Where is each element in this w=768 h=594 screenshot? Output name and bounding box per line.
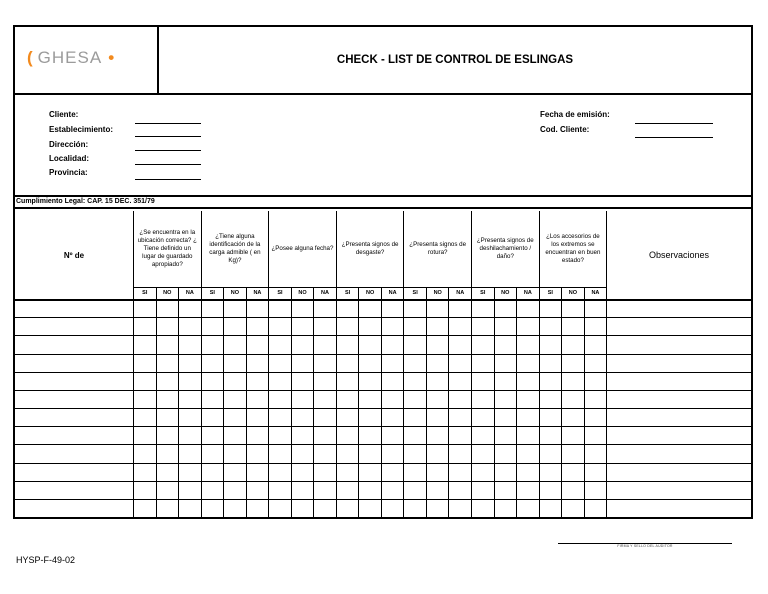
- number-header: Nº de: [63, 250, 85, 260]
- option-label: SI: [547, 290, 553, 296]
- question-header: [15, 211, 751, 301]
- table-row[interactable]: [15, 481, 751, 482]
- table-row[interactable]: [15, 408, 751, 409]
- question-text: ¿Tiene alguna identificación de la carga admible ( en Kg)?: [209, 232, 261, 265]
- question-column: [403, 211, 471, 299]
- locality-field[interactable]: [135, 164, 201, 165]
- option-label: NO: [426, 288, 449, 299]
- form-header: [15, 27, 751, 95]
- client-code-label: Cod. Cliente:: [540, 125, 590, 134]
- establishment-label: Establecimiento:: [49, 125, 114, 134]
- client-label: Cliente:: [49, 110, 79, 119]
- table-row[interactable]: [15, 499, 751, 500]
- question-column: [201, 211, 269, 299]
- option-label: NA: [381, 288, 404, 299]
- question-column: [471, 211, 539, 299]
- checklist-form: [13, 25, 753, 519]
- option-label: NO: [494, 288, 517, 299]
- option-label: NO: [291, 288, 314, 299]
- table-row[interactable]: [15, 335, 751, 336]
- logo-name: GHESA: [37, 48, 103, 67]
- question-text: ¿Presenta signos de deshilachamiento / daño?: [476, 236, 534, 261]
- option-label: NA: [516, 288, 539, 299]
- ghesa-logo: [27, 48, 115, 68]
- table-row[interactable]: [15, 444, 751, 445]
- option-label: NA: [584, 288, 607, 299]
- table-row[interactable]: [15, 317, 751, 318]
- question-column: [268, 211, 336, 299]
- option-label: SI: [480, 290, 486, 296]
- answer-options: [202, 287, 269, 299]
- question-column: [539, 211, 607, 299]
- issue-date-label: Fecha de emisión:: [540, 110, 610, 119]
- province-label: Provincia:: [49, 168, 88, 177]
- question-column: [133, 211, 201, 299]
- table-row[interactable]: [15, 354, 751, 355]
- option-label: SI: [142, 290, 148, 296]
- question-text: ¿Presenta signos de desgaste?: [341, 240, 399, 256]
- question-text: ¿Posee alguna fecha?: [271, 244, 334, 252]
- answer-options: [134, 287, 201, 299]
- option-label: SI: [344, 290, 351, 296]
- option-label: SI: [412, 290, 418, 296]
- table-row[interactable]: [15, 372, 751, 373]
- question-text: ¿Presenta signos de rotura?: [409, 240, 467, 256]
- answer-options: [337, 287, 404, 299]
- client-code-field[interactable]: [635, 137, 713, 138]
- question-column: [336, 211, 404, 299]
- logo-dot: •: [108, 48, 116, 67]
- table-row[interactable]: [15, 390, 751, 391]
- logo-cell: [15, 27, 159, 93]
- option-label: SI: [277, 290, 283, 296]
- option-label: NO: [223, 288, 246, 299]
- client-field[interactable]: [135, 123, 201, 124]
- option-label: NO: [561, 288, 584, 299]
- answer-options: [472, 287, 539, 299]
- client-info-section: [15, 93, 751, 197]
- issue-date-field[interactable]: [635, 123, 713, 124]
- question-text: ¿Se encuentra en la ubicación correcta? ¿ Tiene definido un lugar de guardado apropiado?: [137, 228, 197, 269]
- option-label: NO: [156, 288, 179, 299]
- observations-header: Observaciones: [606, 211, 751, 299]
- address-field[interactable]: [135, 150, 201, 151]
- option-label: NA: [178, 288, 201, 299]
- locality-label: Localidad:: [49, 154, 90, 163]
- form-code: HYSP-F-49-02: [16, 555, 76, 565]
- option-label: NA: [313, 288, 336, 299]
- question-text: ¿Los accesorios de los extremos se encuentran en buen estado?: [545, 232, 601, 265]
- form-title: CHECK - LIST DE CONTROL DE ESLINGAS: [336, 54, 574, 66]
- signature-caption: FIRMA Y SELLO DEL AUDITOR: [617, 544, 673, 548]
- table-row[interactable]: [15, 426, 751, 427]
- option-label: NO: [358, 288, 381, 299]
- logo-mark: (: [27, 48, 34, 67]
- province-field[interactable]: [135, 179, 201, 180]
- establishment-field[interactable]: [135, 136, 201, 137]
- answer-options: [269, 287, 336, 299]
- option-label: SI: [209, 290, 215, 296]
- option-label: NA: [448, 288, 471, 299]
- answer-options: [540, 287, 607, 299]
- answer-options: [404, 287, 471, 299]
- checklist-grid: [15, 299, 751, 517]
- table-row[interactable]: [15, 463, 751, 464]
- address-label: Dirección:: [49, 140, 89, 149]
- legal-compliance: Cumplimiento Legal: CAP. 15 DEC. 351/79: [15, 195, 751, 209]
- option-label: NA: [246, 288, 269, 299]
